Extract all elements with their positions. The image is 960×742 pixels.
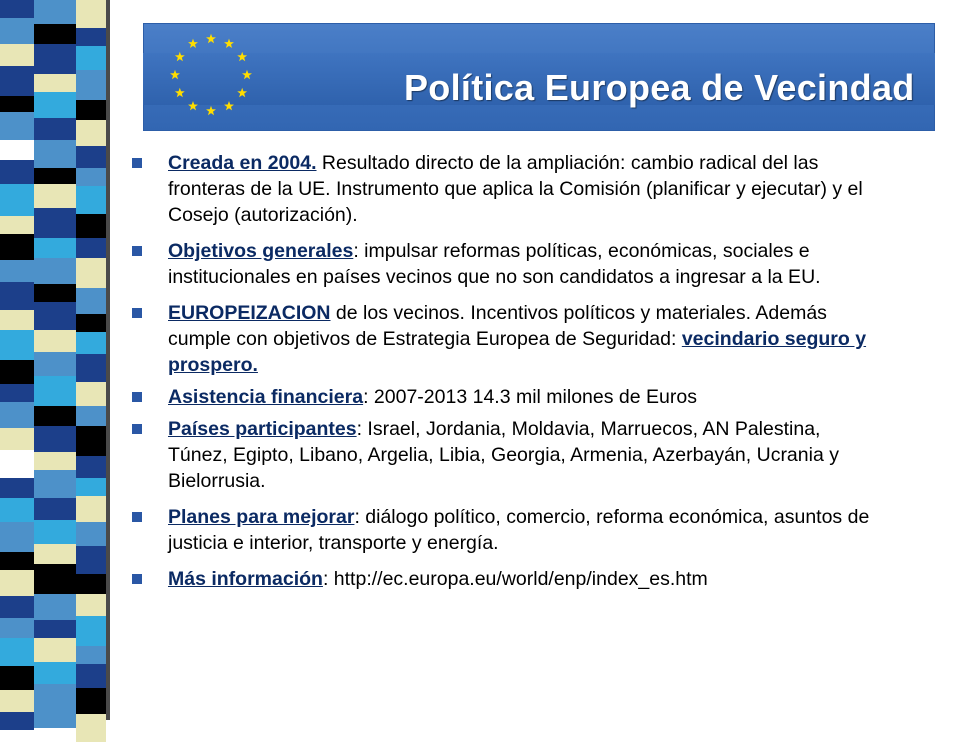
strip-segment: [34, 684, 76, 704]
bullet-item: [132, 238, 872, 290]
bullet-list: [132, 150, 872, 602]
bullet-term-secondary: vecindario seguro y prospero.: [168, 328, 867, 376]
bullet-term: Más información: [168, 568, 323, 590]
strip-segment: [34, 330, 76, 352]
strip-segment: [76, 714, 106, 742]
bullet-item: [132, 504, 872, 556]
star-icon: [242, 70, 252, 79]
star-icon: [237, 88, 247, 97]
strip-segment: [76, 354, 106, 382]
star-icon: [206, 34, 216, 43]
strip-segment: [34, 638, 76, 662]
strip-segment: [76, 546, 106, 574]
decorative-side-strip: [0, 0, 110, 720]
bullet-item: [132, 150, 872, 228]
eu-stars-icon: [161, 27, 261, 127]
strip-segment: [76, 186, 106, 214]
strip-segment: [0, 402, 34, 428]
strip-segment: [0, 498, 34, 522]
strip-segment: [76, 0, 106, 28]
strip-segment: [34, 544, 76, 564]
strip-segment: [34, 284, 76, 302]
strip-segment: [0, 360, 34, 384]
strip-segment: [0, 282, 34, 310]
strip-segment: [0, 552, 34, 570]
strip-segment: [0, 690, 34, 712]
strip-segment: [34, 426, 76, 452]
bullet-item: [132, 416, 872, 494]
bullet-term: Planes para mejorar: [168, 506, 355, 528]
strip-segment: [0, 66, 34, 96]
strip-column-middle: [34, 0, 76, 720]
strip-segment: [76, 146, 106, 168]
strip-segment: [34, 302, 76, 330]
strip-segment: [34, 452, 76, 470]
strip-segment: [0, 638, 34, 666]
strip-segment: [0, 260, 34, 282]
strip-segment: [0, 140, 34, 160]
star-icon: [224, 101, 234, 110]
square-bullet-icon: [132, 246, 142, 256]
bullet-text: : Israel, Jordania, Moldavia, Marruecos, AN Palestina, Túnez, Egipto, Libano, Argelia, Libia, Georgia, Armenia, Azerbayán, Ucrania y Bielorrusia.: [168, 418, 839, 492]
bullet-term: Creada en 2004.: [168, 152, 317, 174]
strip-segment: [34, 662, 76, 684]
square-bullet-icon: [132, 424, 142, 434]
strip-segment: [34, 564, 76, 594]
strip-segment: [34, 258, 76, 284]
strip-segment: [0, 384, 34, 402]
strip-segment: [34, 352, 76, 376]
strip-segment: [34, 24, 76, 44]
strip-segment: [76, 426, 106, 456]
strip-segment: [0, 428, 34, 450]
strip-segment: [76, 288, 106, 314]
bullet-text: de los vecinos. Incentivos políticos y materiales. Además cumple con objetivos de Estrategia Europea de Seguridad:: [168, 302, 827, 350]
strip-segment: [76, 574, 106, 594]
strip-segment: [34, 184, 76, 208]
strip-segment: [0, 596, 34, 618]
strip-segment: [0, 712, 34, 730]
strip-segment: [34, 498, 76, 520]
star-icon: [170, 70, 180, 79]
square-bullet-icon: [132, 308, 142, 318]
strip-segment: [76, 522, 106, 546]
strip-segment: [76, 46, 106, 70]
strip-segment: [0, 96, 34, 112]
strip-segment: [34, 594, 76, 620]
bullet-text: : http://ec.europa.eu/world/enp/index_es.htm: [322, 568, 708, 590]
strip-segment: [76, 238, 106, 258]
strip-segment: [34, 208, 76, 238]
bullet-item: [132, 300, 872, 378]
strip-segment: [34, 406, 76, 426]
strip-segment: [0, 160, 34, 184]
strip-segment: [34, 44, 76, 74]
star-icon: [224, 39, 234, 48]
bullet-item: [132, 566, 872, 592]
bullet-text: Resultado directo de la ampliación: cambio radical del las fronteras de la UE. Instrumento que aplica la Comisión (planificar y ejecutar) y el Cosejo (autorización).: [168, 152, 863, 226]
strip-segment: [76, 28, 106, 46]
strip-segment: [0, 618, 34, 638]
strip-segment: [0, 18, 34, 44]
square-bullet-icon: [132, 512, 142, 522]
strip-segment: [0, 216, 34, 234]
strip-segment: [76, 664, 106, 688]
strip-segment: [76, 258, 106, 288]
strip-segment: [0, 450, 34, 478]
bullet-term: Asistencia financiera: [168, 386, 364, 408]
star-icon: [175, 88, 185, 97]
strip-segment: [76, 616, 106, 646]
strip-segment: [0, 666, 34, 690]
strip-segment: [0, 0, 34, 18]
strip-segment: [76, 314, 106, 332]
square-bullet-icon: [132, 158, 142, 168]
strip-segment: [76, 100, 106, 120]
strip-segment: [0, 330, 34, 360]
strip-segment: [76, 478, 106, 496]
strip-segment: [34, 118, 76, 140]
strip-segment: [76, 646, 106, 664]
strip-segment: [34, 0, 76, 24]
strip-shadow: [106, 0, 110, 720]
bullet-text: : 2007-2013 14.3 mil milones de Euros: [363, 386, 697, 408]
bullet-term: EUROPEIZACION: [168, 302, 331, 324]
strip-segment: [34, 704, 76, 728]
bullet-term: Objetivos generales: [168, 240, 354, 262]
strip-segment: [0, 184, 34, 216]
bullet-term: Países participantes: [168, 418, 357, 440]
strip-segment: [76, 688, 106, 714]
strip-segment: [0, 234, 34, 260]
bullet-item: [132, 384, 872, 410]
strip-segment: [0, 478, 34, 498]
strip-segment: [34, 168, 76, 184]
strip-segment: [76, 594, 106, 616]
strip-segment: [34, 470, 76, 498]
strip-segment: [0, 44, 34, 66]
star-icon: [188, 39, 198, 48]
strip-segment: [34, 520, 76, 544]
strip-segment: [76, 168, 106, 186]
page-title: Política Europea de Vecindad: [404, 67, 915, 108]
title-banner: [143, 23, 935, 131]
bullet-text: : diálogo político, comercio, reforma económica, asuntos de justicia e interior, transporte y energía.: [168, 506, 870, 554]
star-icon: [206, 106, 216, 115]
strip-segment: [76, 70, 106, 100]
strip-segment: [76, 214, 106, 238]
strip-segment: [76, 120, 106, 146]
strip-segment: [34, 92, 76, 118]
strip-segment: [76, 332, 106, 354]
strip-segment: [34, 376, 76, 406]
strip-column-left: [0, 0, 34, 720]
strip-column-right: [76, 0, 106, 720]
strip-segment: [76, 406, 106, 426]
strip-segment: [34, 238, 76, 258]
strip-segment: [76, 456, 106, 478]
star-icon: [188, 101, 198, 110]
strip-segment: [34, 74, 76, 92]
strip-segment: [0, 522, 34, 552]
strip-segment: [34, 140, 76, 168]
bullet-text: : impulsar reformas políticas, económicas, sociales e institucionales en países vecinos que no son candidatos a ingresar a la EU.: [168, 240, 821, 288]
strip-segment: [34, 620, 76, 638]
strip-segment: [0, 112, 34, 140]
star-icon: [175, 52, 185, 61]
strip-segment: [0, 570, 34, 596]
strip-segment: [76, 382, 106, 406]
strip-segment: [76, 496, 106, 522]
strip-segment: [0, 310, 34, 330]
square-bullet-icon: [132, 392, 142, 402]
square-bullet-icon: [132, 574, 142, 584]
star-icon: [237, 52, 247, 61]
